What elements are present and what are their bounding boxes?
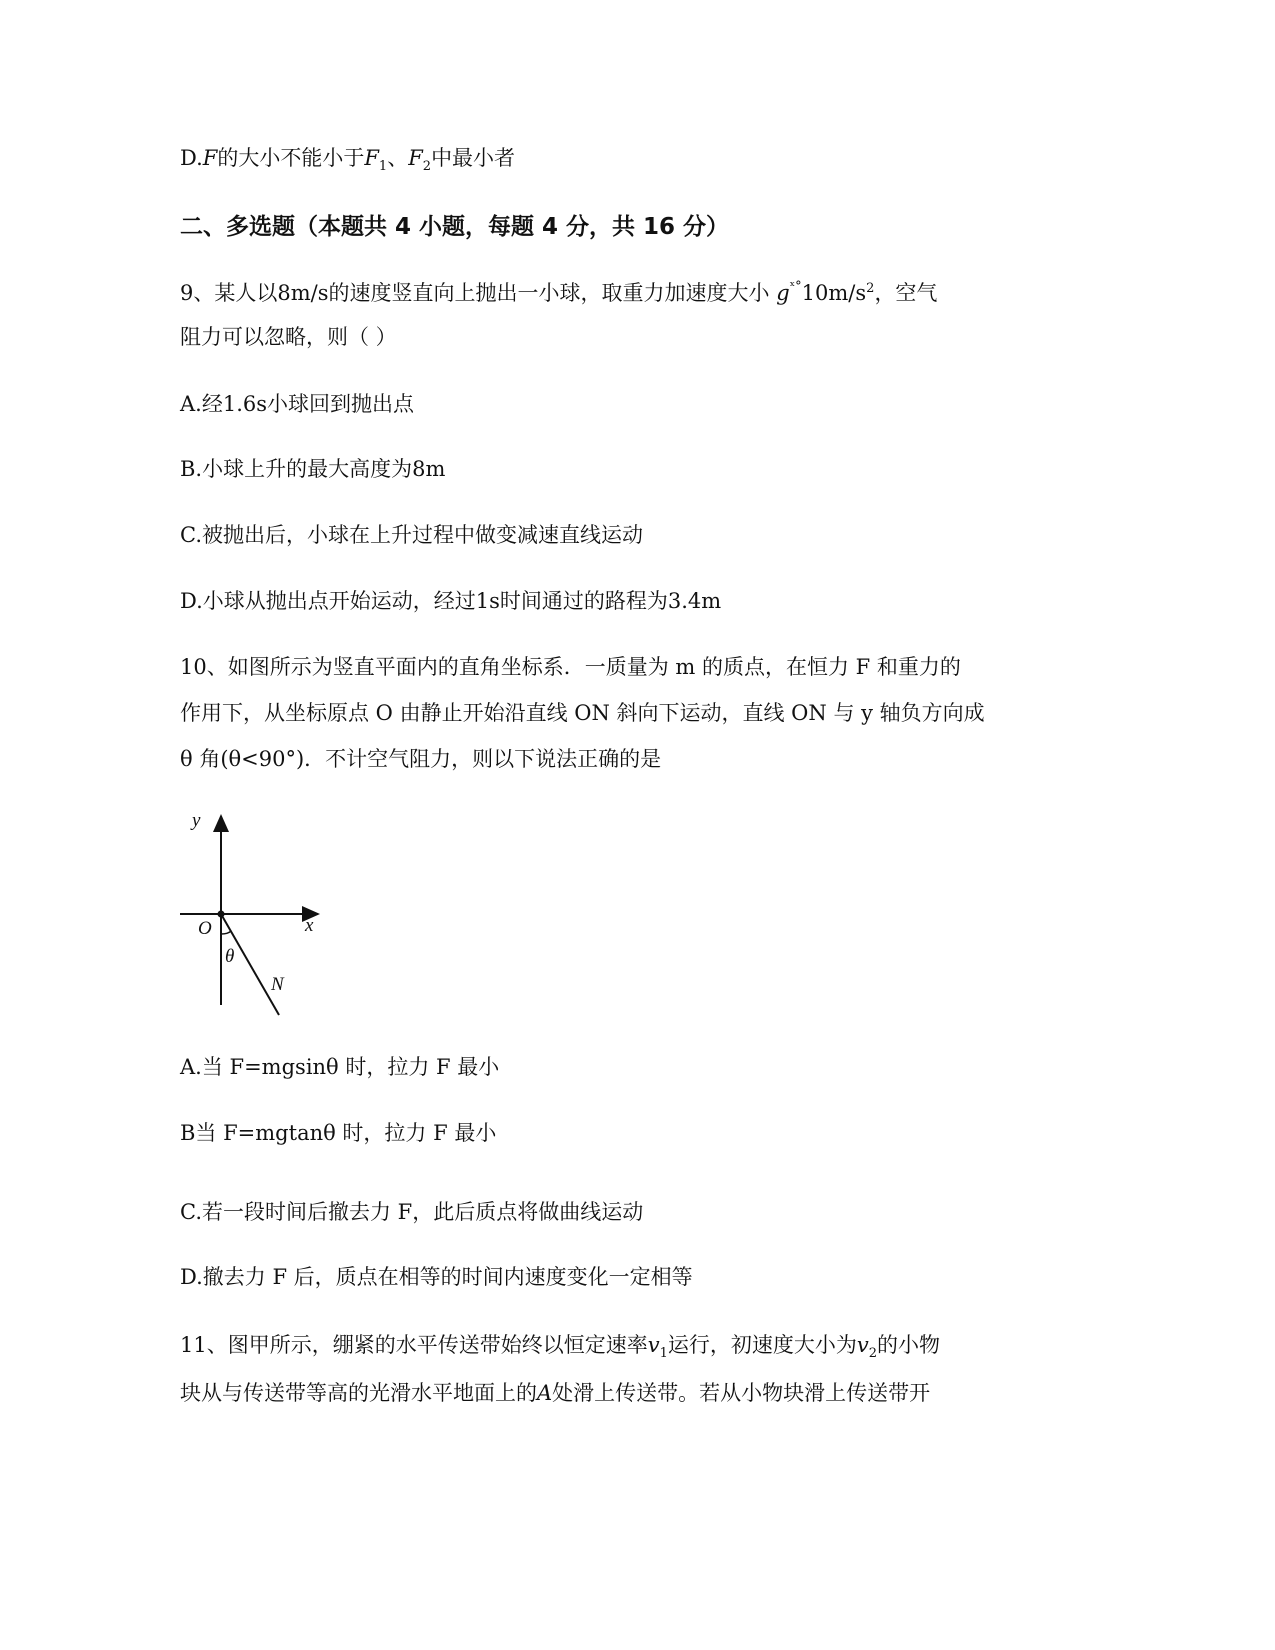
coordinate-diagram [176, 810, 326, 1025]
question-text: 处滑上传送带。若从小物块滑上传送带开 [552, 1381, 931, 1405]
garbled-equals-glyph: ˣ° [789, 279, 802, 294]
q9-option-c: C.被抛出后，小球在上升过程中做变减速直线运动 [180, 523, 643, 547]
coordinate-figure [176, 810, 326, 1025]
subscript: 1 [659, 1346, 668, 1362]
q8-option-d [180, 143, 515, 182]
gravity-symbol: g [776, 281, 790, 305]
q9-option-a: A.经1.6s小球回到抛出点 [180, 392, 415, 416]
q10-option-a: A.当 F=mgsinθ 时，拉力 F 最小 [180, 1055, 500, 1079]
line-n-label: N [271, 974, 284, 995]
option-text: 中最小者 [431, 146, 516, 170]
gravity-value: 10m/s [801, 281, 867, 305]
q9-option-d: D.小球从抛出点开始运动，经过1s时间通过的路程为3.4m [180, 589, 722, 613]
separator: 、 [387, 146, 409, 170]
origin-label: O [198, 918, 212, 939]
angle-label: θ [225, 946, 235, 967]
question-text: 的小物 [877, 1333, 941, 1357]
velocity-symbol: v [856, 1333, 869, 1357]
force-symbol: F [408, 146, 423, 170]
q9-option-b: B.小球上升的最大高度为8m [180, 457, 446, 481]
superscript: 2 [866, 281, 875, 296]
question-text: ，空气 [874, 281, 938, 305]
q11-stem-line-1 [180, 1330, 940, 1369]
question-text: 块从与传送带等高的光滑水平地面上的 [180, 1381, 537, 1405]
subscript: 2 [868, 1346, 878, 1362]
q9-stem-line-1 [180, 272, 937, 308]
subscript: 2 [422, 159, 432, 175]
force-symbol: F [202, 146, 218, 170]
question-text: 9、某人以8m/s的速度竖直向上抛出一小球，取重力加速度大小 [180, 281, 770, 305]
velocity-symbol: v [647, 1333, 660, 1357]
point-label: A [537, 1381, 553, 1405]
q10-stem-line-2: 作用下，从坐标原点 O 由静止开始沿直线 ON 斜向下运动，直线 ON 与 y 轴负方向成 [180, 701, 985, 725]
q9-stem-line-2: 阻力可以忽略，则（ ） [180, 325, 397, 349]
subscript: 1 [378, 159, 388, 175]
section-heading: 二、多选题（本题共 4 小题，每题 4 分，共 16 分） [180, 214, 730, 240]
y-axis-label: y [192, 810, 201, 831]
q10-stem-line-3: θ 角(θ<90°)．不计空气阻力，则以下说法正确的是 [180, 747, 662, 771]
option-letter: D. [180, 146, 203, 170]
q10-option-b: B当 F=mgtanθ 时，拉力 F 最小 [180, 1121, 497, 1145]
angle-arc [221, 931, 231, 934]
q10-option-c: C.若一段时间后撤去力 F，此后质点将做曲线运动 [180, 1200, 644, 1224]
force-symbol: F [364, 146, 379, 170]
q10-option-d: D.撤去力 F 后，质点在相等的时间内速度变化一定相等 [180, 1265, 693, 1289]
q10-stem-line-1: 10、如图所示为竖直平面内的直角坐标系．一质量为 m 的质点，在恒力 F 和重力的 [180, 655, 961, 679]
q11-stem-line-2 [180, 1378, 930, 1408]
option-text: 的大小不能小于 [217, 146, 365, 170]
x-axis-label: x [305, 915, 314, 936]
question-text: 11、图甲所示，绷紧的水平传送带始终以恒定速率 [180, 1333, 648, 1357]
question-text: 运行，初速度大小为 [667, 1333, 857, 1357]
